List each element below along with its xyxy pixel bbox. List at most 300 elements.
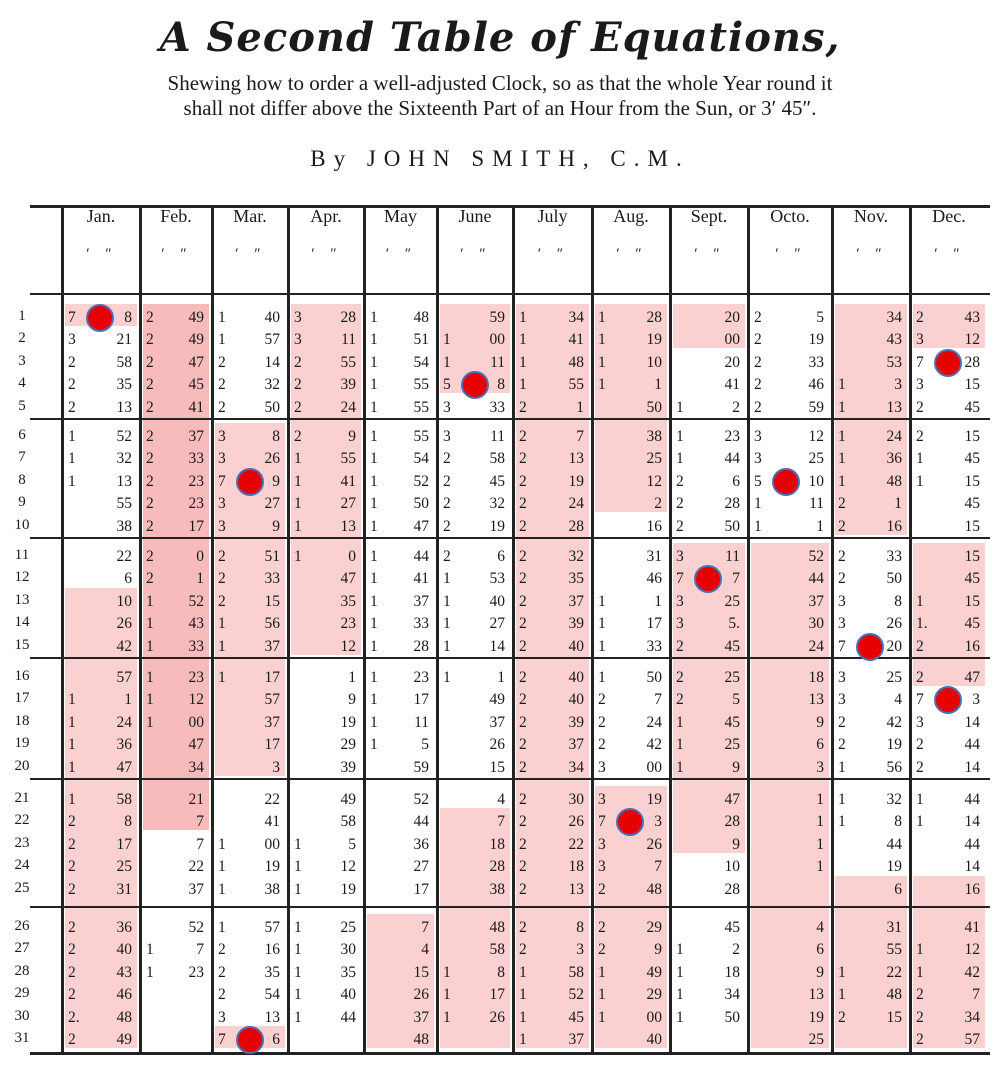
seconds-value: 00 [646,1008,662,1026]
seconds-value: 52 [808,548,824,565]
table-cell [592,330,670,350]
seconds-value: 1 [654,592,662,610]
table-cell [437,614,513,634]
seconds-value: 25 [724,669,740,686]
seconds-value: 18 [568,858,584,876]
seconds-value: 43 [116,963,132,981]
table-cell [437,592,513,612]
seconds-value: 52 [413,791,429,808]
table-cell [212,985,288,1005]
table-cell [62,494,140,514]
table-cell [437,398,513,418]
month-header: Feb. [160,206,192,226]
table-cell [62,614,140,634]
table-cell [513,880,592,900]
minutes-value: 2 [916,669,924,686]
seconds-value: 1 [497,669,505,686]
seconds-value: 19 [340,713,356,731]
day-number: 28 [14,962,30,979]
minutes-value: 1 [519,1031,527,1048]
minutes-value: 2 [676,669,684,686]
seconds-value: 3 [972,691,980,709]
table-cell [140,547,212,567]
seconds-value: 38 [116,517,132,535]
table-cell [670,1008,748,1028]
seconds-value: 9 [816,963,824,981]
seconds-value: 19 [646,791,662,808]
table-cell [437,494,513,514]
table-cell [288,735,364,755]
seconds-value: 47 [724,791,740,808]
table-title: A Second Table of Equations, [159,14,841,61]
seconds-value: 40 [116,941,132,959]
table-cell [364,308,437,328]
table-cell [670,547,748,567]
seconds-value: 00 [264,835,280,853]
table-cell [910,614,988,634]
minutes-value: 2 [68,1031,76,1048]
seconds-value: 17 [646,615,662,633]
minutes-value: 1 [218,835,226,853]
seconds-value: 51 [413,331,429,349]
minutes-value: 1 [370,472,378,490]
minutes-value: 2 [146,472,154,490]
seconds-value: 39 [568,615,584,633]
seconds-value: 55 [886,941,902,959]
minutes-value: 2 [598,691,606,709]
seconds-value: 56 [886,758,902,776]
seconds-value: 59 [808,398,824,416]
minutes-value: 2 [519,713,527,731]
table-cell [288,494,364,514]
table-cell [910,449,988,469]
minutes-value: 1 [370,548,378,565]
seconds-value: 6 [894,880,902,898]
minutes-value: 1 [218,858,226,876]
seconds-value: 52 [568,986,584,1004]
month-header: Nov. [853,206,889,226]
seconds-value: 12 [188,691,204,709]
seconds-value: 53 [886,353,902,371]
minutes-value: 2 [838,713,846,731]
table-cell [748,690,832,710]
seconds-value: 44 [413,548,429,565]
minutes-value: 7 [916,691,924,709]
seconds-value: 55 [340,450,356,468]
table-cell [748,427,832,447]
seconds-value: 8 [894,813,902,831]
seconds-value: 48 [886,986,902,1004]
table-cell [437,449,513,469]
table-cell [513,353,592,373]
seconds-value: 25 [886,669,902,686]
minutes-value: 2 [754,376,762,394]
table-cell [364,449,437,469]
table-cell [592,835,670,855]
minutes-value: 2 [68,398,76,416]
seconds-value: 33 [264,570,280,588]
minutes-value: 2 [519,450,527,468]
seconds-value: 57 [116,669,132,686]
seconds-value: 13 [116,398,132,416]
seconds-value: 59 [489,309,505,326]
month-header: Jan. [86,206,116,226]
minutes-value: 2 [146,548,154,565]
seconds-value: 2 [654,495,662,513]
table-cell [364,1030,437,1050]
table-cell [437,547,513,567]
minutes-value: 1 [443,986,451,1004]
day-number: 17 [14,690,30,707]
minutes-value: 2 [294,353,302,371]
seconds-value: 49 [489,691,505,709]
table-cell [513,398,592,418]
table-cell [140,940,212,960]
minutes-value: 2 [519,880,527,898]
seconds-value: 17 [264,669,280,686]
table-cell [832,375,910,395]
seconds-value: 55 [568,376,584,394]
minutes-value: 2 [598,713,606,731]
table-cell [910,569,988,589]
table-cell [437,353,513,373]
seconds-value: 40 [489,592,505,610]
seconds-value: 26 [886,615,902,633]
table-cell [212,308,288,328]
table-cell [513,1008,592,1028]
table-cell [288,614,364,634]
minutes-value: 2 [916,1008,924,1026]
seconds-value: 28 [646,309,662,326]
seconds-value: 23 [188,495,204,513]
table-cell [910,427,988,447]
table-cell [62,637,140,657]
table-cell [62,592,140,612]
month-header: Octo. [770,206,810,226]
seconds-value: 14 [264,353,280,371]
table-cell [62,880,140,900]
table-cell [437,472,513,492]
seconds-value: 45 [724,637,740,655]
table-cell [748,547,832,567]
seconds-value: 49 [340,791,356,808]
table-cell [910,835,988,855]
seconds-value: 34 [568,309,584,326]
seconds-value: 35 [568,570,584,588]
minutes-value: 3 [598,835,606,853]
seconds-value: 30 [808,615,824,633]
table-cell [832,330,910,350]
table-cell [212,569,288,589]
table-cell [62,812,140,832]
table-cell [288,569,364,589]
minutes-value: 1 [598,1008,606,1026]
table-cell [288,375,364,395]
table-cell [364,569,437,589]
minutes-value: 1 [443,669,451,686]
table-cell [212,398,288,418]
table-cell [592,398,670,418]
table-cell [212,668,288,688]
seconds-value: 22 [188,858,204,876]
minutes-value: 1 [916,813,924,831]
table-cell [748,517,832,537]
month-header: Aug. [613,206,649,226]
table-cell [62,330,140,350]
table-cell [832,918,910,938]
table-cell [748,1008,832,1028]
seconds-value: 35 [116,376,132,394]
table-cell [748,758,832,778]
table-cell [212,494,288,514]
table-cell [140,637,212,657]
seconds-value: 28 [724,880,740,898]
minutes-value: 3 [598,791,606,808]
table-cell [437,308,513,328]
table-cell [364,758,437,778]
minutes-value: 1 [218,880,226,898]
seconds-value: 45 [964,495,980,513]
minutes-value: 3 [754,450,762,468]
seconds-value: 23 [340,615,356,633]
minutes-value: 1 [676,758,684,776]
table-cell [437,668,513,688]
table-cell [212,940,288,960]
table-cell [910,308,988,328]
seconds-value: 28 [964,353,980,371]
seconds-value: 40 [340,986,356,1004]
table-cell [288,857,364,877]
minutes-value: 1 [68,428,76,445]
seconds-value: 44 [964,791,980,808]
seconds-value: 6 [272,1031,280,1048]
seconds-value: 31 [116,880,132,898]
table-cell [437,790,513,810]
day-number: 27 [14,940,30,957]
minutes-value: 3 [676,592,684,610]
unit-label: ′ ″ [310,246,342,262]
seconds-value: 37 [489,713,505,731]
seconds-value: 0 [196,548,204,565]
seconds-value: 25 [340,919,356,936]
seconds-value: 12 [808,428,824,445]
minutes-value: 2 [146,495,154,513]
day-number: 11 [14,547,30,563]
minutes-value: 2 [146,570,154,588]
seconds-value: 00 [646,758,662,776]
minutes-value: 2 [676,637,684,655]
minutes-value: 3 [676,548,684,565]
minutes-value: 3 [294,309,302,326]
seconds-value: 17 [413,691,429,709]
minutes-value: 2 [916,637,924,655]
seconds-value: 22 [886,963,902,981]
table-cell [212,375,288,395]
seconds-value: 13 [264,1008,280,1026]
seconds-value: 7 [196,835,204,853]
seconds-value: 9 [732,835,740,853]
seconds-value: 8 [124,309,132,326]
table-cell [288,668,364,688]
table-cell [910,494,988,514]
minutes-value: 1 [598,963,606,981]
table-cell [140,758,212,778]
seconds-value: 12 [964,331,980,349]
table-cell [592,1008,670,1028]
table-cell [670,857,748,877]
red-marker-dot [934,349,962,377]
table-cell [910,940,988,960]
minutes-value: 1 [370,592,378,610]
day-number: 29 [14,985,30,1002]
minutes-value: 2 [443,548,451,565]
seconds-value: 14 [489,637,505,655]
seconds-value: 24 [886,428,902,445]
seconds-value: 23 [724,428,740,445]
table-cell [437,918,513,938]
table-cell [364,880,437,900]
minutes-value: 1 [294,495,302,513]
seconds-value: 00 [188,713,204,731]
table-cell [670,427,748,447]
seconds-value: 17 [489,986,505,1004]
seconds-value: 48 [116,1008,132,1026]
seconds-value: 25 [808,450,824,468]
minutes-value: 1 [146,941,154,959]
seconds-value: 45 [964,398,980,416]
minutes-value: 3 [916,331,924,349]
group-rule [30,906,990,908]
table-cell [364,517,437,537]
minutes-value: 1 [294,963,302,981]
table-cell [832,758,910,778]
seconds-value: 15 [964,548,980,565]
seconds-value: 45 [964,615,980,633]
table-cell [140,614,212,634]
minutes-value: 1 [294,858,302,876]
table-cell [513,713,592,733]
seconds-value: 11 [341,331,356,349]
seconds-value: 9 [654,941,662,959]
table-cell [140,308,212,328]
minutes-value: 3 [218,450,226,468]
table-cell [288,1008,364,1028]
seconds-value: 49 [116,1031,132,1048]
table-cell [364,668,437,688]
minutes-value: 1 [519,1008,527,1026]
table-cell [513,330,592,350]
minutes-value: 2 [519,398,527,416]
seconds-value: 54 [413,450,429,468]
table-cell [364,494,437,514]
minutes-value: 1 [443,637,451,655]
minutes-value: 1 [68,713,76,731]
seconds-value: 1 [196,570,204,588]
seconds-value: 55 [340,353,356,371]
seconds-value: 37 [568,736,584,754]
table-cell [437,835,513,855]
minutes-value: 1 [294,835,302,853]
seconds-value: 8 [272,428,280,445]
table-cell [670,713,748,733]
table-cell [437,713,513,733]
seconds-value: 33 [489,398,505,416]
seconds-value: 26 [568,813,584,831]
minutes-value: 1 [676,713,684,731]
minutes-value: 2 [519,691,527,709]
minutes-value: 1 [598,669,606,686]
seconds-value: 38 [264,880,280,898]
minutes-value: 1 [838,428,846,445]
minutes-value: 2 [294,376,302,394]
table-cell [513,857,592,877]
table-cell [670,472,748,492]
seconds-value: 25 [116,858,132,876]
seconds-value: 4 [816,919,824,936]
table-cell [832,963,910,983]
table-cell [592,592,670,612]
day-number: 19 [14,735,30,752]
table-cell [288,790,364,810]
seconds-value: 9 [348,428,356,445]
table-cell [748,985,832,1005]
seconds-value: 47 [188,736,204,754]
table-cell [364,963,437,983]
seconds-value: 35 [264,963,280,981]
seconds-value: 26 [413,986,429,1004]
minutes-value: 1 [676,1008,684,1026]
seconds-value: 52 [413,472,429,490]
red-marker-dot [86,304,114,332]
seconds-value: 37 [568,592,584,610]
table-cell [212,812,288,832]
minutes-value: 2 [519,791,527,808]
unit-label: ′ ″ [234,246,266,262]
seconds-value: 49 [188,309,204,326]
seconds-value: 50 [264,398,280,416]
seconds-value: 32 [116,450,132,468]
minutes-value: 2 [68,813,76,831]
minutes-value: 1 [370,637,378,655]
seconds-value: 22 [116,548,132,565]
seconds-value: 29 [646,919,662,936]
table-cell [670,592,748,612]
seconds-value: 38 [646,428,662,445]
minutes-value: 1 [519,309,527,326]
seconds-value: 37 [264,713,280,731]
table-cell [364,427,437,447]
seconds-value: 43 [886,331,902,349]
seconds-value: 19 [646,331,662,349]
minutes-value: 2 [68,376,76,394]
minutes-value: 7 [676,570,684,588]
unit-label: ′ ″ [615,246,647,262]
seconds-value: 8 [497,963,505,981]
table-cell [140,835,212,855]
minutes-value: 2 [443,472,451,490]
day-number: 13 [14,591,30,608]
table-cell [910,735,988,755]
minutes-value: 1 [370,495,378,513]
day-number: 7 [18,449,26,466]
table-cell [910,1030,988,1050]
table-cell [592,1030,670,1050]
minutes-value: 2 [146,331,154,349]
seconds-value: 4 [894,691,902,709]
seconds-value: 20 [724,309,740,326]
seconds-value: 15 [413,963,429,981]
seconds-value: 19 [808,331,824,349]
